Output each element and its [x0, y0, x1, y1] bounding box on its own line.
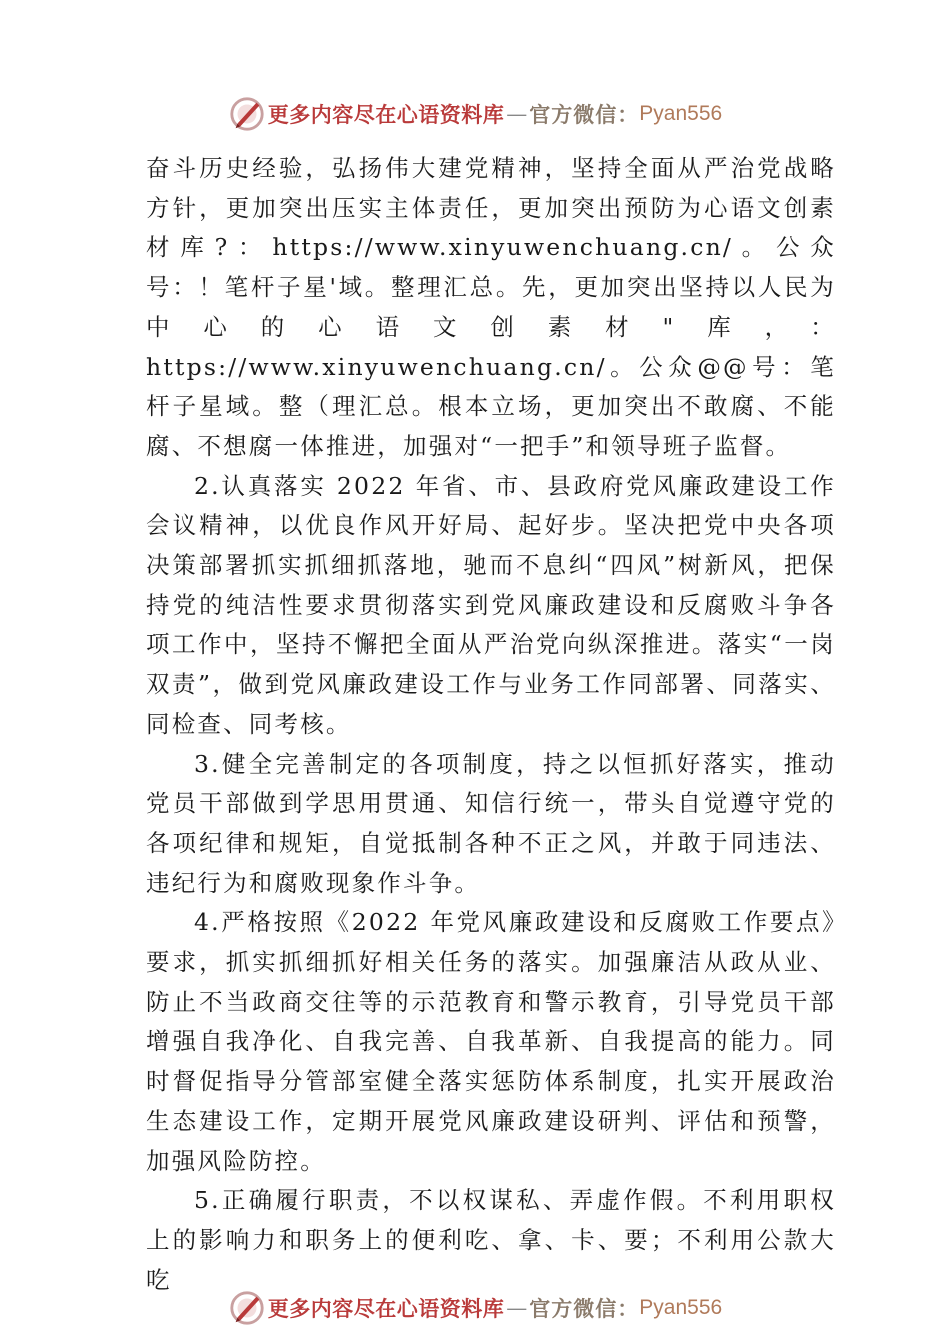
- header-banner: [0, 94, 950, 134]
- pen-logo-icon: [228, 95, 266, 133]
- footer-brand: 更多内容尽在心语资料库: [267, 1296, 505, 1321]
- paragraph-1: 奋斗历史经验，弘扬伟大建党精神，坚持全面从严治党战略方针，更加突出压实主体责任，更加突出预防为心语文创素材库?：https://www.xinyuwenchuang.cn/。公众号：！笔杆子星'域。整理汇总。先，更加突出坚持以人民为中心的心语文创素材"库，：https://www.xinyuwenchuang.cn/。公众@@号：笔杆子星域。整（理汇总。根本立场，更加突出不敢腐、不能腐、不想腐一体推进，加强对“一把手”和领导班子监督。: [146, 154, 836, 460]
- header-separator: —: [506, 102, 528, 126]
- paragraph-4: 4.严格按照《2022 年党风廉政建设和反腐败工作要点》要求，抓实抓细抓好相关任务的落实。加强廉洁从政从业、 防止不当政商交往等的示范教育和警示教育，引导党员干部增强自我净化、自我完善、自我革新、自我提高的能力。同时督促指导分管部室健全落实惩防体系制度，扎实开展政治生态建设工作，定期开展党风廉政建设研判、评估和预警， 加强风险防控。: [146, 908, 836, 1175]
- document-body: [146, 149, 836, 1300]
- footer-wechat-label: 官方微信：: [529, 1296, 640, 1321]
- paragraph-5: 5.正确履行职责，不以权谋私、弄虚作假。不利用职权上的影响力和职务上的便利吃、拿、卡、要；不利用公款大吃: [146, 1186, 836, 1294]
- footer-separator: —: [506, 1296, 528, 1320]
- header-brand: 更多内容尽在心语资料库: [267, 102, 505, 127]
- pen-logo-icon: [228, 1289, 266, 1327]
- footer-banner: [0, 1288, 950, 1328]
- header-wechat-label: 官方微信：: [529, 102, 640, 127]
- footer-wechat-id: Pyan556: [639, 1296, 723, 1319]
- paragraph-2: 2.认真落实 2022 年省、市、县政府党风廉政建设工作会议精神，以优良作风开好局、起好步。坚决把党中央各项决策部署抓实抓细抓落地，驰而不息纠“四风”树新风，把保持党的纯洁性要求贯彻落实到党风廉政建设和反腐败斗争各项工作中，坚持不懈把全面从严治党向纵深推进。落实“一岗双责”，做到党风廉政建设工作与业务工作同部署、同落实、同检查、同考核。: [146, 471, 836, 738]
- header-wechat-id: Pyan556: [639, 102, 723, 125]
- paragraph-3: 3.健全完善制定的各项制度，持之以恒抓好落实，推动党员干部做到学思用贯通、知信行统一，带头自觉遵守党的各项纪律和规矩，自觉抵制各种不正之风，并敢于同违法、 违纪行为和腐败现象作斗争。: [146, 749, 836, 897]
